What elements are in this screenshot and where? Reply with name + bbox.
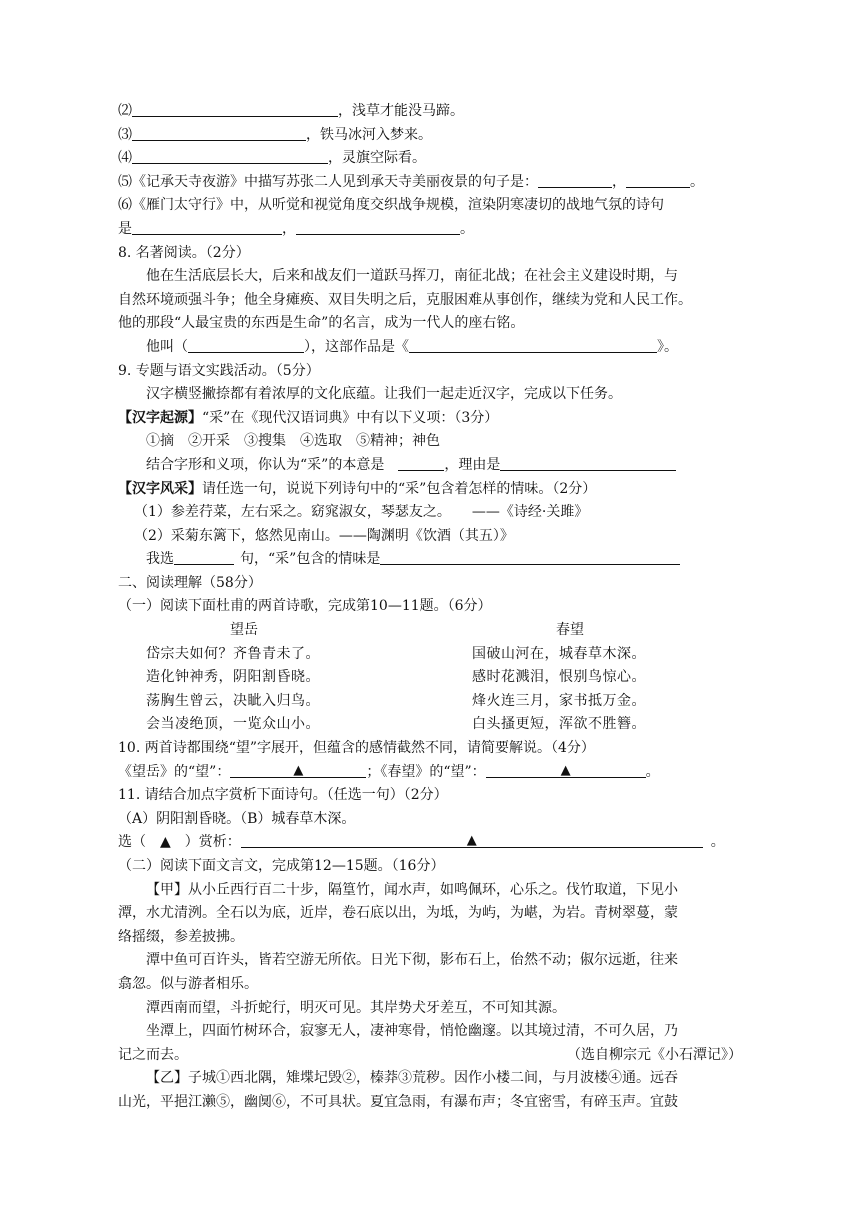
poem-line: 白头搔更短，浑欲不胜簪。 bbox=[472, 716, 646, 733]
passage-source: （选自柳宗元《小石潭记》） bbox=[567, 1046, 742, 1063]
answer-blank[interactable] bbox=[241, 832, 703, 848]
placeholder-triangle-icon: ▲ bbox=[293, 762, 304, 778]
placeholder-triangle-icon: ▲ bbox=[466, 833, 477, 849]
q9-intro: 汉字横竖撇捺都有着浓厚的文化底蕴。让我们一起走近汉字，完成以下任务。 bbox=[146, 386, 622, 403]
poem-line: 感时花溅泪，恨别鸟惊心。 bbox=[472, 669, 646, 686]
q10-answer-line: 《望岳》的“望”： ▲ ；《春望》的“望”： ▲ 。 bbox=[118, 761, 742, 785]
answer-blank[interactable] bbox=[486, 762, 646, 778]
answer-blank[interactable] bbox=[538, 172, 612, 188]
answer-blank[interactable] bbox=[132, 125, 306, 141]
part-1-heading: （一）阅读下面杜甫的两首诗歌，完成第10—11题。（6分） bbox=[118, 598, 492, 615]
placeholder-triangle-icon: ▲ bbox=[160, 834, 171, 851]
poem-wangyue bbox=[146, 619, 342, 737]
poem-line: 国破山河在，城春草木深。 bbox=[472, 645, 646, 662]
passage-jia-line: 坐潭上，四面竹树环合，寂寥无人，凄神寒骨，悄怆幽邃。以其境过清，不可久居，乃 bbox=[146, 1023, 678, 1040]
q10-prompt: 10. 两首诗都围绕“望”字展开，但蕴含的感情截然不同，请简要解说。（4分） bbox=[118, 740, 595, 757]
q9-pick: 我选 句，“采”包含的情味是 bbox=[118, 548, 742, 572]
answer-blank[interactable] bbox=[174, 549, 234, 565]
poem-line: 造化钟神秀，阴阳割昏晓。 bbox=[146, 669, 320, 686]
passage-jia-line: 记之而去。 （选自柳宗元《小石潭记》） bbox=[118, 1044, 742, 1068]
answer-blank[interactable] bbox=[626, 172, 690, 188]
poem-line: 会当凌绝顶，一览众山小。 bbox=[146, 716, 320, 733]
fill-line-4: ⑷ ，灵旗空际看。 bbox=[118, 150, 426, 167]
passage-jia-line: 潭中鱼可百许头，皆若空游无所依。日光下彻，影布石上，佁然不动；俶尔远逝，往来 bbox=[146, 952, 678, 969]
q11-prompt: 11. 请结合加点字赏析下面诗句。（任选一句）（2分） bbox=[118, 787, 448, 804]
passage-jia-line: 【甲】从小丘西行百二十步，隔篁竹，闻水声，如鸣佩环，心乐之。伐竹取道，下见小 bbox=[146, 881, 678, 898]
answer-blank[interactable] bbox=[398, 455, 444, 471]
q9-title: 9. 专题与语文实践活动。（5分） bbox=[118, 362, 320, 379]
fill-line-6-cont: 是 ， 。 bbox=[118, 220, 474, 237]
placeholder-triangle-icon: ▲ bbox=[560, 762, 571, 778]
part-2-heading: （二）阅读下面文言文，完成第12—15题。（16分） bbox=[118, 858, 445, 875]
exam-page bbox=[118, 100, 742, 1115]
answer-blank[interactable] bbox=[188, 337, 304, 353]
poem-title: 春望 bbox=[556, 622, 584, 639]
q8-para-line: 自然环境顽强斗争；他全身瘫痪、双目失明之后，克服困难从事创作，继续为党和人民工作。 bbox=[118, 291, 692, 308]
answer-blank[interactable] bbox=[296, 219, 460, 235]
poem-title: 望岳 bbox=[230, 622, 258, 639]
q9-senses: ①摘 ②开采 ③搜集 ④选取 ⑤精神；神色 bbox=[146, 433, 440, 450]
q8-para-line: 他的那段“人最宝贵的东西是生命”的名言，成为一代人的座右铭。 bbox=[118, 315, 525, 332]
poem-chunwang bbox=[472, 619, 668, 737]
poem-line: 烽火连三月，家书抵万金。 bbox=[472, 692, 646, 709]
q8-answer-line: 他叫（ ），这部作品是《 》。 bbox=[146, 338, 678, 355]
q8-title: 8. 名著阅读。（2分） bbox=[118, 244, 250, 261]
fill-line-2: ⑵ ，浅草才能没马蹄。 bbox=[118, 103, 464, 119]
q9-poem-1: （1）参差荇菜，左右采之。窈窕淑女，琴瑟友之。 ——《诗经·关雎》 bbox=[134, 504, 589, 521]
q11-answer-line: 选（ ▲ ）赏析： ▲ 。 bbox=[118, 831, 742, 855]
fill-line-3: ⑶ ，铁马冰河入梦来。 bbox=[118, 126, 432, 143]
passage-jia-line: 潭，水尤清洌。全石以为底，近岸，卷石底以出，为坻，为屿，为嵁，为岩。青树翠蔓，蒙 bbox=[118, 905, 678, 922]
q9-style: 【汉字风采】请任选一句，说说下列诗句中的“采”包含着怎样的情味。（2分） bbox=[118, 480, 597, 497]
q9-origin: 【汉字起源】“采”在《现代汉语词典》中有以下义项：（3分） bbox=[118, 409, 499, 426]
q11-options: （A）阴阳割昏晓。（B）城春草木深。 bbox=[118, 810, 356, 827]
passage-yi-line: 山光，平挹江濑⑤，幽阒⑥，不可具状。夏宜急雨，有瀑布声；冬宜密雪，有碎玉声。宜鼓 bbox=[118, 1093, 678, 1110]
q9-poem-2: （2）采菊东篱下，悠然见南山。——陶渊明《饮酒（其五）》 bbox=[134, 527, 514, 544]
poem-pair bbox=[118, 619, 742, 737]
answer-blank[interactable] bbox=[409, 337, 657, 353]
answer-blank[interactable] bbox=[500, 455, 676, 471]
q9-judge: 结合字形和义项，你认为“采”的本意是 ，理由是 bbox=[118, 454, 742, 478]
answer-blank[interactable] bbox=[230, 762, 366, 778]
q8-para-line: 他在生活底层长大，后来和战友们一道跃马挥刀，南征北战；在社会主义建设时期，与 bbox=[146, 268, 678, 285]
fill-line-6: ⑹《雁门太守行》中，从听觉和视觉角度交织战争规模，渲染阴寒凄切的战地气氛的诗句 bbox=[118, 197, 664, 214]
answer-blank[interactable] bbox=[132, 148, 328, 164]
answer-blank[interactable] bbox=[380, 549, 680, 565]
section-title: 二、阅读理解（58分） bbox=[118, 574, 262, 591]
fill-line-5: ⑸《记承天寺夜游》中描写苏张二人见到承天寺美丽夜景的句子是： ， 。 bbox=[118, 173, 704, 190]
passage-jia-line: 络摇缀，参差披拂。 bbox=[118, 928, 244, 945]
passage-jia-line: 翕忽。似与游者相乐。 bbox=[118, 976, 258, 992]
answer-blank[interactable] bbox=[132, 219, 282, 235]
poem-line: 荡胸生曾云，决眦入归鸟。 bbox=[146, 692, 320, 709]
poem-line: 岱宗夫如何？齐鲁青未了。 bbox=[146, 645, 320, 662]
answer-blank[interactable] bbox=[132, 101, 338, 117]
passage-jia-line: 潭西南而望，斗折蛇行，明灭可见。其岸势犬牙差互，不可知其源。 bbox=[146, 999, 566, 1016]
passage-yi-line: 【乙】子城①西北隅，雉堞圮毁②，榛莽③荒秽。因作小楼二间，与月波楼④通。远吞 bbox=[146, 1070, 678, 1087]
